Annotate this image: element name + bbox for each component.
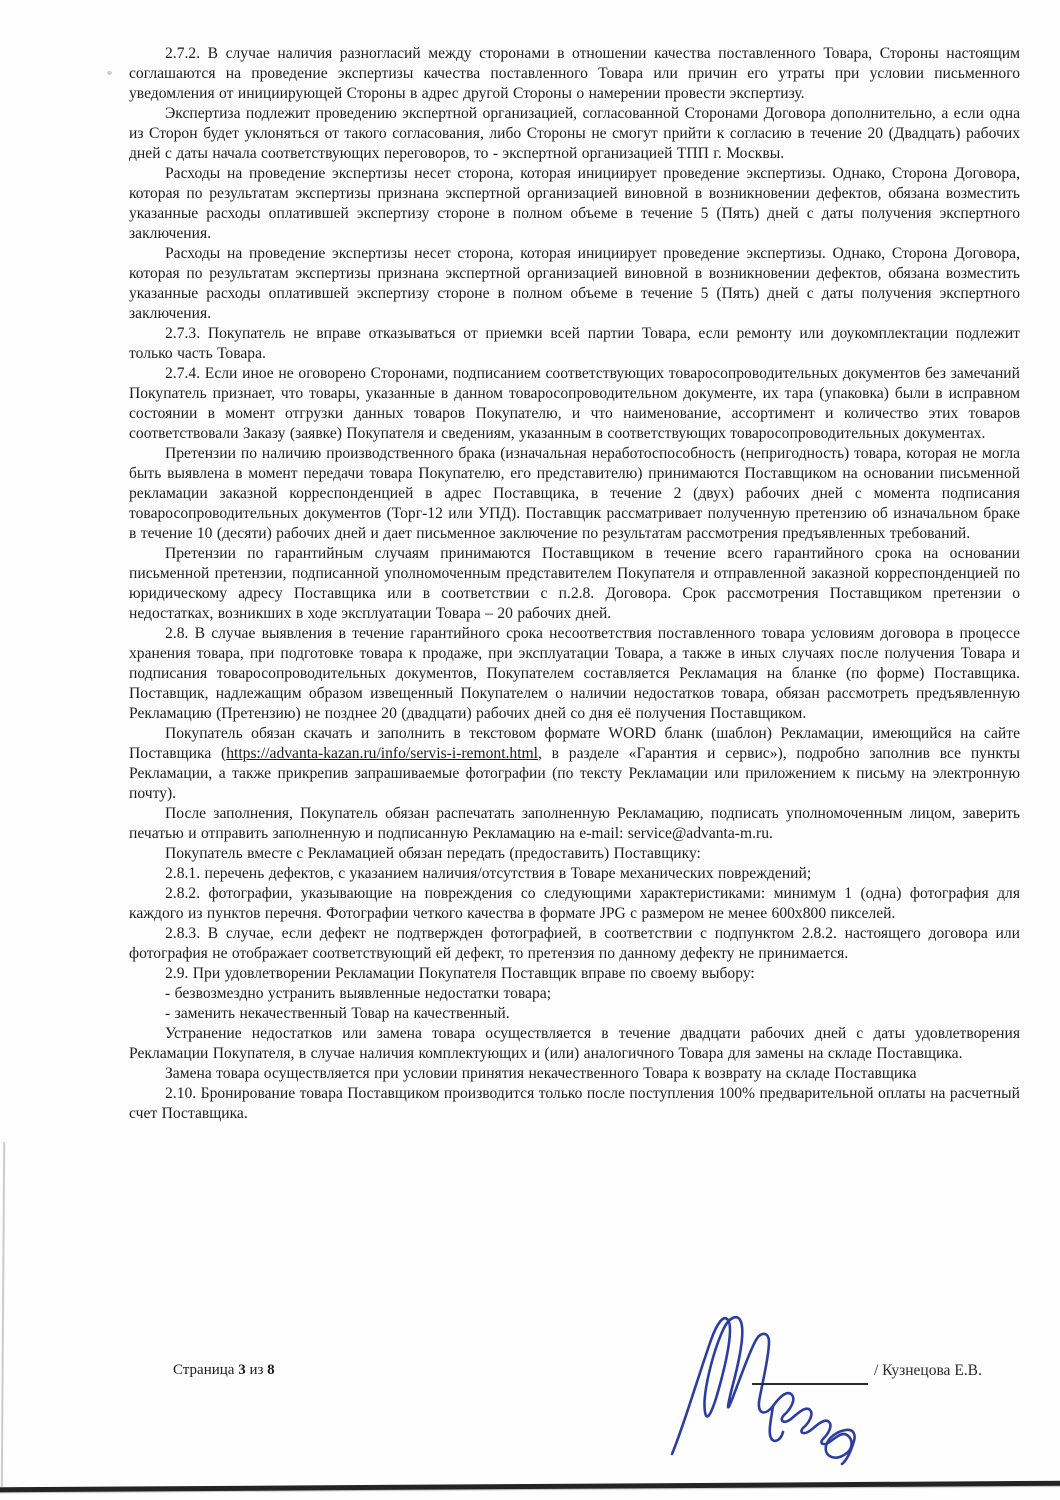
paragraph-text: Замена товара осуществляется при условии принятия некачественного Товара к возврату на складе Поставщика — [165, 1065, 917, 1082]
paragraph-text: 2.8.3. В случае, если дефект не подтвержден фотографией, в соответствии с подпунктом 2.8.2. настоящего договора или фотография не отображает соответствующий ей дефект, то претензия по данному дефекту не принимается. — [129, 925, 1020, 962]
paragraph — [129, 864, 1020, 884]
paragraph — [129, 624, 1020, 724]
paragraph-text: Покупатель вместе с Рекламацией обязан передать (предоставить) Поставщику: — [165, 845, 701, 862]
paragraph — [129, 964, 1020, 984]
paragraph-text: Экспертиза подлежит проведению экспертной организацией, согласованной Сторонами Договора дополнительно, а если одна из Сторон будет уклоняться от такого согласования, либо Стороны не смогут прийти к согласию в течение 20 (Двадцать) рабочих дней с даты начала соответствующих переговоров, то - экспертной организацией ТПП г. Москвы. — [129, 105, 1020, 162]
paragraph-text: 2.8. В случае выявления в течение гарантийного срока несоответствия поставленного товара условиям договора в процессе хранения товара, при подготовке товара к продаже, при эксплуатации Товара, а также в иных случаях после получения Товара и подписания товаросопроводительных документов, Покупателем составляется Рекламация на бланке (по форме) Поставщика. Поставщик, надлежащим образом извещенный Покупателем о наличии недостатков товара, обязан рассмотреть предъявленную Рекламацию (Претензию) не позднее 20 (двадцати) рабочих дней со дня её получения Поставщиком. — [129, 625, 1020, 722]
paragraph — [129, 544, 1020, 624]
paragraph-text: 2.7.4. Если иное не оговорено Сторонами, подписанием соответствующих товаросопроводительных документов без замечаний Покупатель признает, что товары, указанные в данном товаросопроводительном документе, их тара (упаковка) были в исправном состоянии в момент отгрузки данных товаров Покупателю, и что наименование, ассортимент и количество этих товаров соответствовали Заказу (заявке) Покупателя и сведениям, указанным в соответствующих товаросопроводительных документах. — [129, 365, 1020, 442]
paragraph — [129, 984, 1020, 1004]
paragraph — [129, 844, 1020, 864]
page-current: 3 — [238, 1362, 246, 1378]
paragraph — [129, 724, 1020, 804]
paragraph — [129, 924, 1020, 964]
page-label-prefix: Страница — [173, 1362, 235, 1378]
paragraph — [129, 1084, 1020, 1124]
paragraph-text: Расходы на проведение экспертизы несет сторона, которая инициирует проведение экспертизы. Однако, Сторона Договора, которая по результатам экспертизы признана экспертной организацией виновной в возникновении дефектов, обязана возместить указанные расходы оплатившей экспертизу стороне в полном объеме в течение 5 (Пять) дней с даты получения экспертного заключения. — [129, 165, 1020, 242]
url-text: https://advanta-kazan.ru/info/servis-i-remont.html — [226, 745, 539, 762]
paragraph-text: Покупатель обязан скачать и заполнить в текстовом формате WORD бланк (шаблон) Рекламации, имеющийся на сайте Поставщика ( — [129, 725, 1020, 762]
paragraph — [129, 324, 1020, 364]
paragraph — [129, 444, 1020, 544]
paragraph — [129, 244, 1020, 324]
paragraph-text: 2.8.1. перечень дефектов, с указанием наличия/отсутствия в Товаре механических повреждений; — [165, 865, 812, 882]
scan-speck — [107, 71, 112, 75]
paragraph-text: 2.9. При удовлетворении Рекламации Покупателя Поставщик вправе по своему выбору: — [165, 965, 755, 982]
paragraph — [129, 44, 1020, 104]
signature — [625, 1296, 895, 1466]
paragraph-text: 2.7.3. Покупатель не вправе отказываться от приемки всей партии Товара, если ремонту или доукомплектации подлежит только часть Товара. — [129, 325, 1020, 362]
page-total: 8 — [267, 1362, 275, 1378]
signatory-name: / Кузнецова Е.В. — [874, 1362, 982, 1379]
paragraph — [129, 104, 1020, 164]
paragraph-text: Претензии по гарантийным случаям принимаются Поставщиком в течение всего гарантийного срока на основании письменной претензии, подписанной уполномоченным представителем Покупателя и отправленной заказной корреспонденцией по юридическому адресу Поставщика или в соответствии с п.2.8. Договора. Срок рассмотрения Поставщиком претензии о недостатках, возникших в ходе эксплуатации Товара – 20 рабочих дней. — [129, 545, 1020, 622]
page-number-label — [173, 1362, 275, 1379]
paragraph-text: - безвозмездно устранить выявленные недостатки товара; — [165, 985, 552, 1002]
paragraph-text: 2.7.2. В случае наличия разногласий между сторонами в отношении качества поставленного Товара, Стороны настоящим соглашаются на проведение экспертизы качества поставленного Товара или причин его утраты при условии письменного уведомления от инициирующей Стороны в адрес другой Стороны о намерении провести экспертизу. — [129, 45, 1020, 102]
signature-strokes — [672, 1317, 855, 1464]
paragraph — [129, 1064, 1020, 1084]
paragraph — [129, 1004, 1020, 1024]
paragraph — [129, 804, 1020, 844]
paragraph-text: , в разделе «Гарантия и сервис»), подробно заполнив все пункты Рекламации, а также прикрепив запрашиваемые фотографии (по тексту Рекламации или приложением к письму на электронную почту). — [129, 745, 1020, 802]
paragraph-text: Устранение недостатков или замена товара осуществляется в течение двадцати рабочих дней с даты удовлетворения Рекламации Покупателя, в случае наличия комплектующих и (или) аналогичного Товара для замены на складе Поставщика. — [129, 1025, 1020, 1062]
contract-text — [129, 44, 1020, 1124]
paragraph-text: После заполнения, Покупатель обязан распечатать заполненную Рекламацию, подписать уполномоченным лицом, заверить печатью и отправить заполненную и подписанную Рекламацию на e-mail: service@advanta-m.ru. — [129, 805, 1020, 842]
paragraph — [129, 364, 1020, 444]
scan-left-edge — [1, 1142, 5, 1487]
paragraph-text: Расходы на проведение экспертизы несет сторона, которая инициирует проведение экспертизы. Однако, Сторона Договора, которая по результатам экспертизы признана экспертной организацией виновной в возникновении дефектов, обязана возместить указанные расходы оплатившей экспертизу стороне в полном объеме в течение 5 (Пять) дней с даты получения экспертного заключения. — [129, 245, 1020, 322]
paragraph-text: 2.8.2. фотографии, указывающие на повреждения со следующими характеристиками: минимум 1 (одна) фотография для каждого из пунктов перечня. Фотографии четкого качества в формате JPG с размером не менее 600x800 пикселей. — [129, 885, 1020, 922]
paragraph — [129, 1024, 1020, 1064]
paragraph-text: Претензии по наличию производственного брака (изначальная неработоспособность (непригодность) товара, которая не могла быть выявлена в момент передачи товара Покупателю, его представителю) принимаются Поставщиком на основании письменной рекламации заказной корреспонденцией в адрес Поставщика, в течение 2 (двух) рабочих дней с момента подписания товаросопроводительных документов (Торг-12 или УПД). Поставщик рассматривает полученную претензию об изначальном браке в течение 10 (десяти) рабочих дней и дает письменное заключение по результатам рассмотрения предъявленных требований. — [129, 445, 1020, 542]
scan-bottom-edge — [0, 1481, 1060, 1493]
page-label-separator: из — [249, 1362, 264, 1378]
paragraph-text: - заменить некачественный Товар на качественный. — [165, 1005, 510, 1022]
paragraph-text: 2.10. Бронирование товара Поставщиком производится только после поступления 100% предварительной оплаты на расчетный счет Поставщика. — [129, 1085, 1020, 1122]
paragraph — [129, 884, 1020, 924]
signature-line — [752, 1383, 868, 1385]
paragraph — [129, 164, 1020, 244]
